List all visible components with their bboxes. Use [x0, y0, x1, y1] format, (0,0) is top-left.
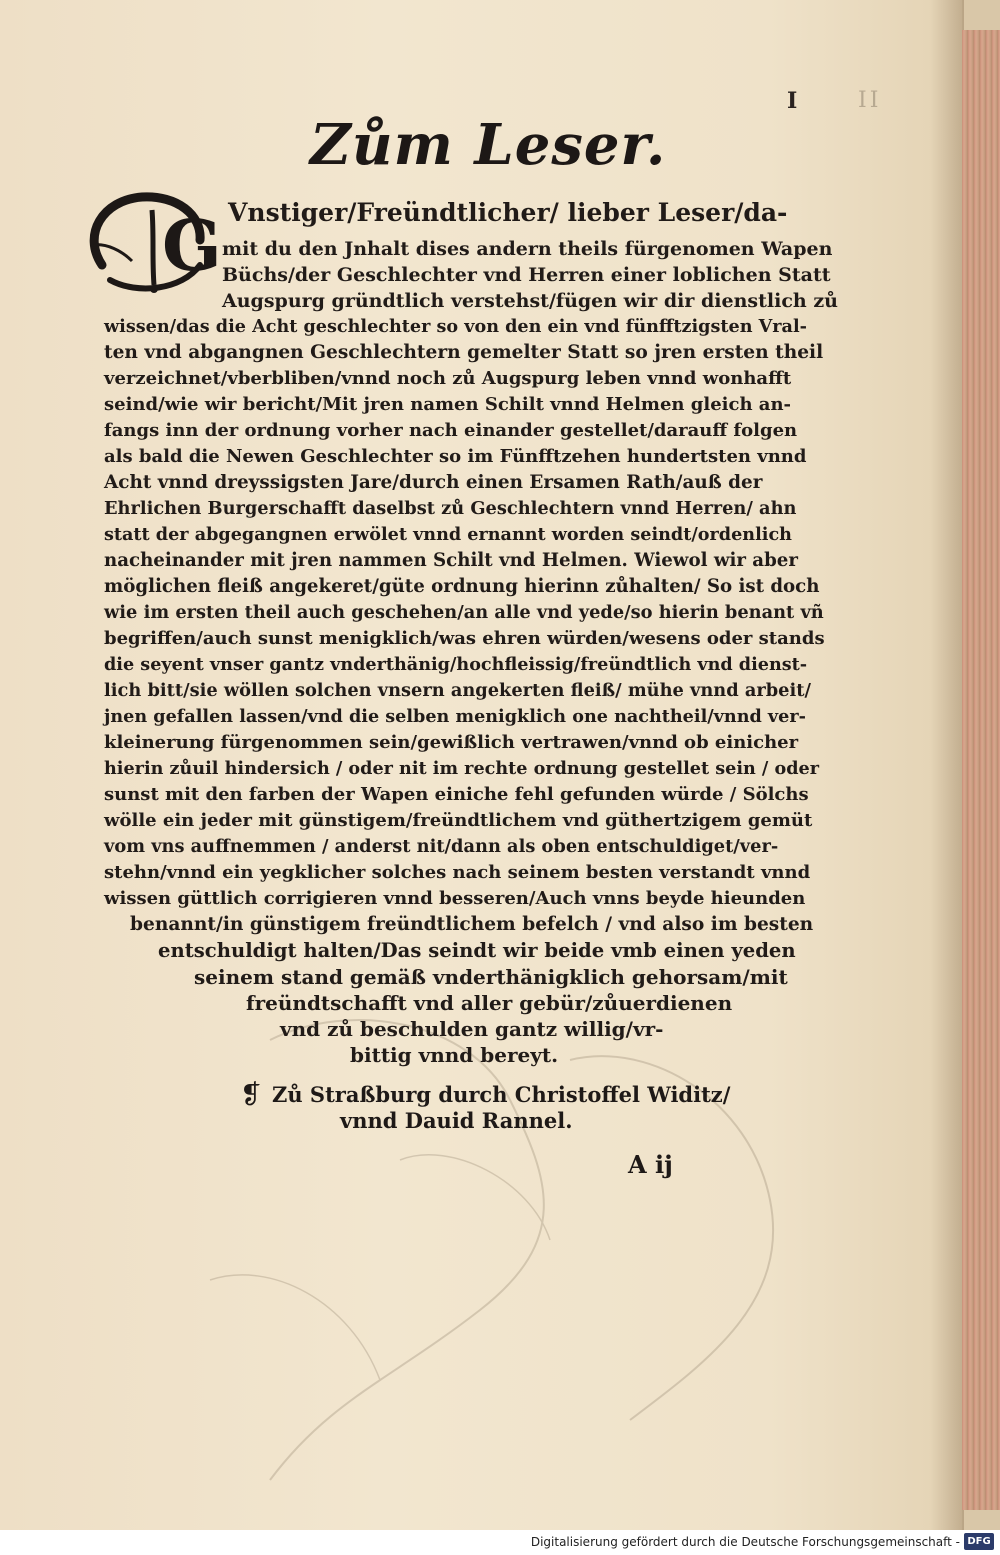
dfg-logo: DFG	[964, 1533, 994, 1550]
text-line: ten vnd abgangnen Geschlechtern gemelter Statt so jren ersten theil	[104, 342, 824, 363]
text-line: wissen güttlich corrigieren vnnd besseren/Auch vnns beyde hieunden	[104, 888, 806, 909]
text-line: stehn/vnnd ein yegklicher solches nach seinem besten verstandt vnnd	[104, 862, 811, 883]
text-line: seinem stand gemäß vnderthänigklich gehorsam/mit	[194, 965, 788, 989]
text-line: sunst mit den farben der Wapen einiche fehl gefunden würde / Sölchs	[104, 784, 809, 805]
text-line: bittig vnnd bereyt.	[350, 1043, 559, 1067]
text-line: fangs inn der ordnung vorher nach einander gestellet/darauff folgen	[104, 420, 798, 441]
text-line: hierin zůuil hindersich / oder nit im rechte ordnung gestellet sein / oder	[104, 758, 819, 779]
signature-mark: A ij	[628, 1150, 673, 1179]
text-line: Ehrlichen Burgerschafft daselbst zů Geschlechtern vnnd Herren/ ahn	[104, 498, 797, 519]
text-line: als bald die Newen Geschlechter so im Fünfftzehen hundertsten vnnd	[104, 446, 807, 467]
text-line: benannt/in günstigem freündtlichem befelch / vnd also im besten	[130, 914, 814, 935]
imprint-line: Zů Straßburg durch Christoffel Widitz/	[272, 1082, 731, 1107]
imprint-line: vnnd Dauid Rannel.	[340, 1108, 573, 1133]
page-edge	[962, 30, 1000, 1510]
text-line: verzeichnet/vberbliben/vnnd noch zů Augspurg leben vnnd wonhafft	[104, 368, 792, 389]
text-line: kleinerung fürgenommen sein/gewißlich vertrawen/vnnd ob einicher	[104, 732, 799, 753]
text-line: nacheinander mit jren nammen Schilt vnd Helmen. Wiewol wir aber	[104, 550, 798, 571]
text-line: wölle ein jeder mit günstigem/freündtlichem vnd güthertzigem gemüt	[104, 810, 813, 831]
text-line: Büchs/der Geschlechter vnd Herren einer loblichen Statt	[222, 264, 831, 286]
initial-letter: G	[162, 204, 222, 287]
text-line: wissen/das die Acht geschlechter so von den ein vnd fünfftzigsten Vral-	[104, 316, 807, 337]
footer-bar	[0, 1530, 1000, 1555]
text-line: jnen gefallen lassen/vnd die selben menigklich one nachtheil/vnnd ver-	[104, 706, 806, 727]
paragraph-mark: ❡	[240, 1080, 262, 1110]
folio-number: I	[787, 88, 798, 114]
text-line: vnd zů beschulden gantz willig/vr-	[280, 1017, 664, 1041]
text-line: Augspurg gründtlich verstehst/fügen wir dir dienstlich zů	[222, 290, 838, 312]
funding-credit: Digitalisierung gefördert durch die Deutsche Forschungsgemeinschaft -	[530, 1535, 960, 1549]
text-line: freündtschafft vnd aller gebür/zůuerdienen	[246, 991, 733, 1015]
text-line: seind/wie wir bericht/Mit jren namen Schilt vnnd Helmen gleich an-	[104, 394, 792, 415]
text-line: die seyent vnser gantz vnderthänig/hochfleissig/freündtlich vnd dienst-	[104, 654, 808, 675]
text-line: statt der abgegangnen erwölet vnnd ernannt worden seindt/ordenlich	[104, 524, 792, 545]
text-line: wie im ersten theil auch geschehen/an alle vnd yede/so hierin benant vñ	[104, 602, 824, 623]
faint-folio-number: II	[858, 88, 882, 113]
text-line: Vnstiger/Freündtlicher/ lieber Leser/da-	[228, 198, 788, 227]
text-line: mit du den Jnhalt dises andern theils fürgenomen Wapen	[222, 238, 833, 260]
text-line: möglichen fleiß angekeret/güte ordnung hierinn zůhalten/ So ist doch	[104, 576, 820, 597]
text-line: vom vns auffnemmen / anderst nit/dann als oben entschuldiget/ver-	[104, 836, 779, 857]
page-heading: Zům Leser.	[310, 112, 667, 178]
text-line: entschuldigt halten/Das seindt wir beide vmb einen yeden	[158, 939, 796, 962]
text-line: lich bitt/sie wöllen solchen vnsern angekerten fleiß/ mühe vnnd arbeit/	[104, 680, 811, 701]
text-line: begriffen/auch sunst menigklich/was ehren würden/wesens oder stands	[104, 628, 825, 649]
text-line: Acht vnnd dreyssigsten Jare/durch einen Ersamen Rath/auß der	[104, 472, 763, 493]
